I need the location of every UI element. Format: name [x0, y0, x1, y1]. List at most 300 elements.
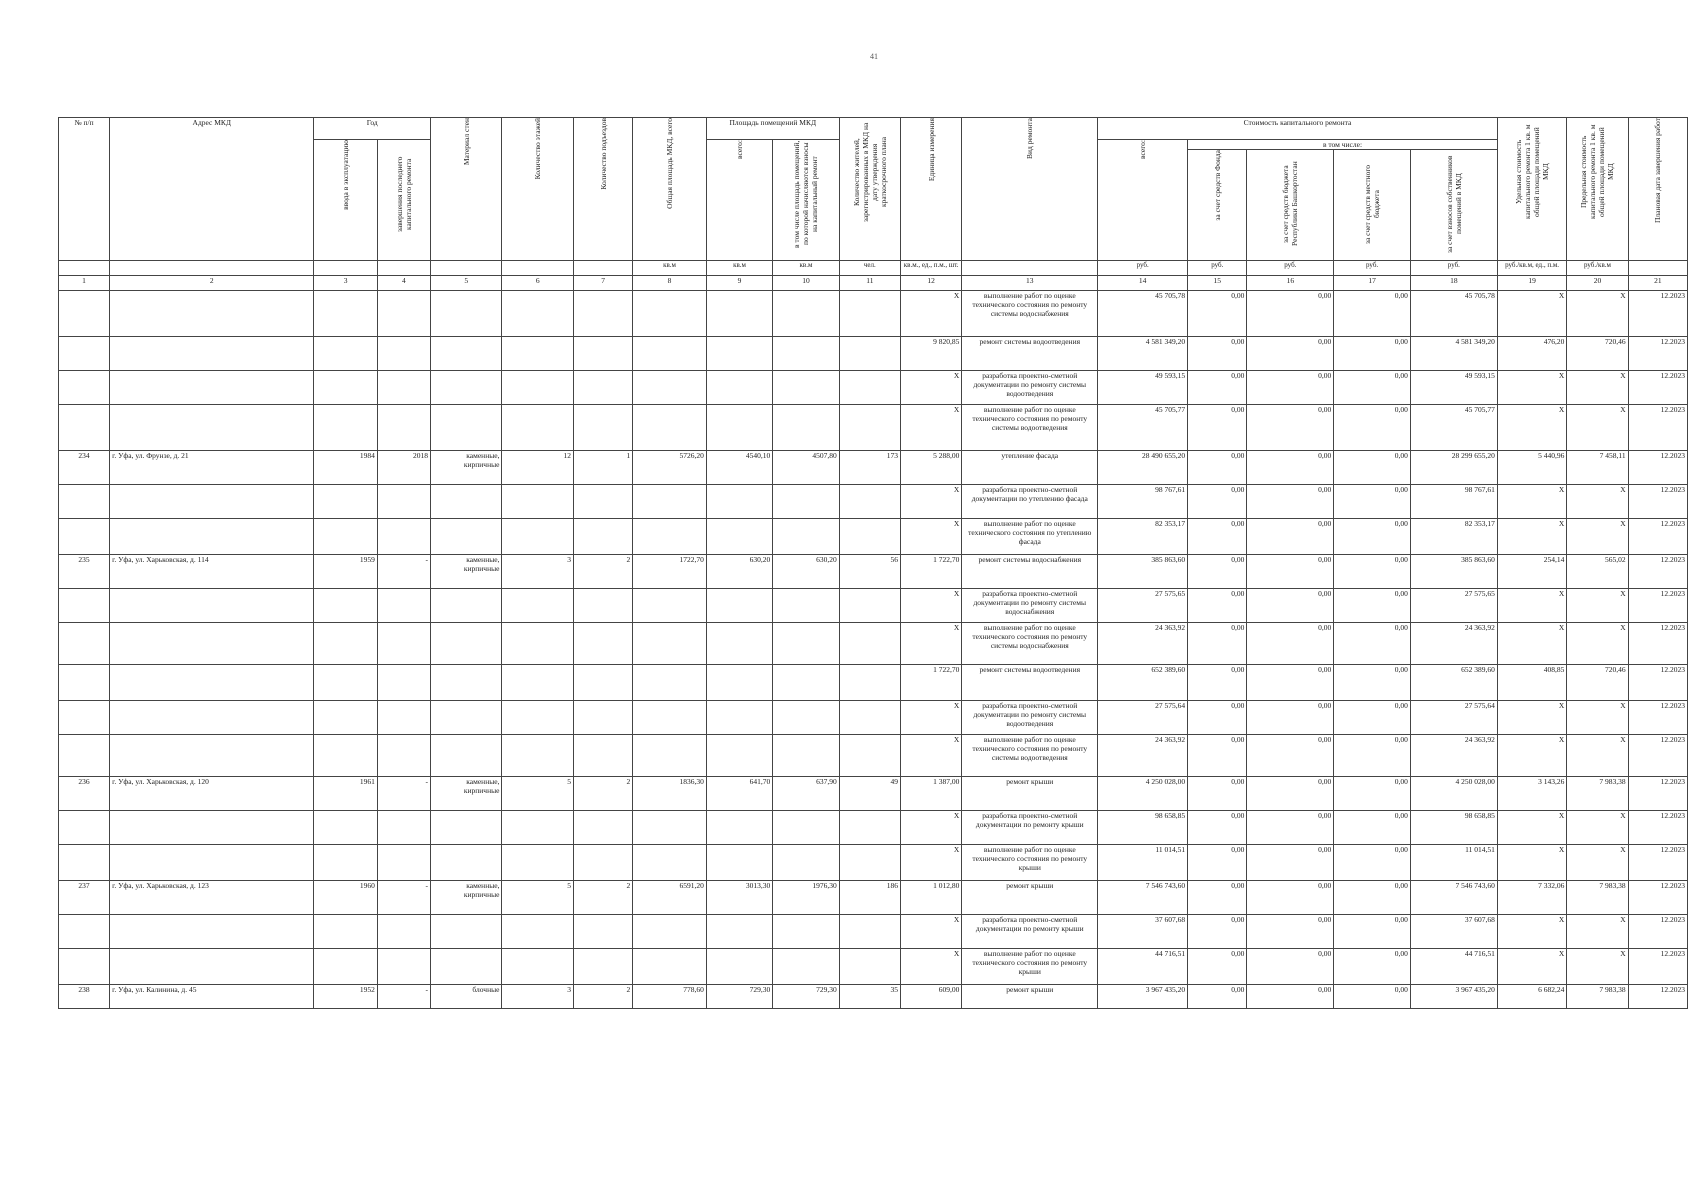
measure-value-cell: 1 722,70 [901, 555, 962, 589]
unit-cost-cell: 3 143,26 [1497, 777, 1566, 811]
cost-local-cell: 0,00 [1334, 845, 1411, 881]
unit-cell [430, 261, 502, 276]
cost-owners-cell: 37 607,68 [1410, 915, 1497, 949]
unit-cell [962, 261, 1098, 276]
floors-cell [502, 291, 574, 337]
year-commission-cell [314, 735, 377, 777]
cost-local-cell: 0,00 [1334, 405, 1411, 451]
address-cell [110, 485, 314, 519]
header-address: Адрес МКД [110, 118, 314, 261]
max-cost-cell: X [1567, 485, 1628, 519]
unit-cost-cell: X [1497, 371, 1566, 405]
residents-cell: 56 [839, 555, 900, 589]
column-number: 13 [962, 276, 1098, 291]
wall-material-cell [430, 337, 502, 371]
residents-cell [839, 623, 900, 665]
residents-cell [839, 811, 900, 845]
residents-cell: 35 [839, 985, 900, 1009]
header-cost-group: Стоимость капитального ремонта [1098, 118, 1498, 140]
area-total-cell [706, 735, 772, 777]
cost-republic-cell: 0,00 [1247, 811, 1334, 845]
area-total-cell [706, 623, 772, 665]
max-cost-cell: X [1567, 735, 1628, 777]
unit-cost-cell: X [1497, 485, 1566, 519]
area-contrib-cell: 4507,80 [773, 451, 839, 485]
year-last-repair-cell [377, 405, 430, 451]
unit-cell: кв.м [773, 261, 839, 276]
area-total-cell [706, 701, 772, 735]
floors-cell [502, 485, 574, 519]
entrances-cell [574, 291, 633, 337]
entrances-cell: 2 [574, 777, 633, 811]
unit-cell [1628, 261, 1687, 276]
cost-fund-cell: 0,00 [1188, 519, 1247, 555]
cost-fund-cell: 0,00 [1188, 371, 1247, 405]
year-last-repair-cell [377, 371, 430, 405]
measure-value-cell: 9 820,85 [901, 337, 962, 371]
cost-local-cell: 0,00 [1334, 777, 1411, 811]
address-cell [110, 405, 314, 451]
header-year-last-repair: завершения последнего капитального ремонта [377, 140, 430, 261]
header-floors: Количество этажей [502, 118, 574, 261]
total-area-cell [633, 665, 707, 701]
repair-type-cell: разработка проектно-сметной документации по ремонту системы водоотведения [962, 701, 1098, 735]
max-cost-cell: X [1567, 519, 1628, 555]
cost-local-cell: 0,00 [1334, 555, 1411, 589]
max-cost-cell: 7 983,38 [1567, 985, 1628, 1009]
row-number-cell [59, 485, 110, 519]
address-cell [110, 291, 314, 337]
cost-local-cell: 0,00 [1334, 811, 1411, 845]
unit-cost-cell: X [1497, 623, 1566, 665]
max-cost-cell: 7 458,11 [1567, 451, 1628, 485]
unit-cell [574, 261, 633, 276]
cost-local-cell: 0,00 [1334, 623, 1411, 665]
row-number-cell: 235 [59, 555, 110, 589]
total-area-cell: 5726,20 [633, 451, 707, 485]
entrances-cell: 2 [574, 881, 633, 915]
area-contrib-cell [773, 845, 839, 881]
max-cost-cell: X [1567, 949, 1628, 985]
cost-total-cell: 49 593,15 [1098, 371, 1188, 405]
floors-cell: 5 [502, 881, 574, 915]
year-last-repair-cell: - [377, 985, 430, 1009]
header-area-contrib: в том числе площадь помещений, по которой начисляются взносы на капитальный ремонт [773, 140, 839, 261]
year-last-repair-cell [377, 291, 430, 337]
year-commission-cell: 1984 [314, 451, 377, 485]
measure-value-cell: 609,00 [901, 985, 962, 1009]
repair-type-cell: выполнение работ по оценке технического состояния по утеплению фасада [962, 519, 1098, 555]
entrances-cell [574, 845, 633, 881]
floors-cell [502, 337, 574, 371]
area-total-cell [706, 915, 772, 949]
year-commission-cell [314, 623, 377, 665]
total-area-cell [633, 811, 707, 845]
unit-cost-cell: X [1497, 915, 1566, 949]
cost-republic-cell: 0,00 [1247, 485, 1334, 519]
area-contrib-cell [773, 589, 839, 623]
plan-date-cell: 12.2023 [1628, 881, 1687, 915]
table-row [59, 371, 1688, 405]
address-cell: г. Уфа, ул. Калинина, д. 45 [110, 985, 314, 1009]
plan-date-cell: 12.2023 [1628, 485, 1687, 519]
plan-date-cell: 12.2023 [1628, 915, 1687, 949]
year-last-repair-cell [377, 845, 430, 881]
header-repair-type: Вид ремонта [962, 118, 1098, 261]
wall-material-cell [430, 291, 502, 337]
table-row [59, 485, 1688, 519]
measure-value-cell: X [901, 589, 962, 623]
year-commission-cell [314, 291, 377, 337]
column-number: 10 [773, 276, 839, 291]
max-cost-cell: X [1567, 589, 1628, 623]
wall-material-cell [430, 589, 502, 623]
table-row [59, 915, 1688, 949]
table-body [59, 291, 1688, 1009]
area-contrib-cell: 637,90 [773, 777, 839, 811]
residents-cell [839, 665, 900, 701]
address-cell [110, 337, 314, 371]
cost-republic-cell: 0,00 [1247, 881, 1334, 915]
total-area-cell [633, 405, 707, 451]
header-year-group: Год [314, 118, 430, 140]
header-total-area: Общая площадь МКД, всего [633, 118, 707, 261]
column-number: 3 [314, 276, 377, 291]
cost-total-cell: 7 546 743,60 [1098, 881, 1188, 915]
floors-cell: 5 [502, 777, 574, 811]
floors-cell: 3 [502, 555, 574, 589]
repair-plan-table [58, 117, 1688, 1009]
unit-cell: кв.м [706, 261, 772, 276]
cost-owners-cell: 7 546 743,60 [1410, 881, 1497, 915]
year-last-repair-cell [377, 701, 430, 735]
cost-fund-cell: 0,00 [1188, 949, 1247, 985]
repair-type-cell: ремонт крыши [962, 777, 1098, 811]
unit-cell [59, 261, 110, 276]
table-row [59, 555, 1688, 589]
column-number: 16 [1247, 276, 1334, 291]
cost-owners-cell: 3 967 435,20 [1410, 985, 1497, 1009]
max-cost-cell: X [1567, 623, 1628, 665]
area-total-cell [706, 519, 772, 555]
cost-owners-cell: 45 705,78 [1410, 291, 1497, 337]
entrances-cell: 2 [574, 555, 633, 589]
repair-type-cell: ремонт системы водоснабжения [962, 555, 1098, 589]
header-year-commission: ввода в эксплуатацию [314, 140, 377, 261]
floors-cell [502, 949, 574, 985]
column-number: 4 [377, 276, 430, 291]
area-contrib-cell [773, 915, 839, 949]
address-cell [110, 845, 314, 881]
measure-value-cell: X [901, 623, 962, 665]
table-row [59, 337, 1688, 371]
area-total-cell [706, 845, 772, 881]
table-row [59, 701, 1688, 735]
cost-total-cell: 98 658,85 [1098, 811, 1188, 845]
cost-local-cell: 0,00 [1334, 949, 1411, 985]
area-total-cell [706, 589, 772, 623]
wall-material-cell [430, 519, 502, 555]
entrances-cell [574, 949, 633, 985]
measure-value-cell: X [901, 915, 962, 949]
measure-value-cell: 5 288,00 [901, 451, 962, 485]
header-entrances: Количество подъездов [574, 118, 633, 261]
cost-owners-cell: 652 389,60 [1410, 665, 1497, 701]
plan-date-cell: 12.2023 [1628, 371, 1687, 405]
measure-value-cell: 1 387,00 [901, 777, 962, 811]
cost-total-cell: 385 863,60 [1098, 555, 1188, 589]
max-cost-cell: 7 983,38 [1567, 777, 1628, 811]
cost-fund-cell: 0,00 [1188, 735, 1247, 777]
entrances-cell [574, 811, 633, 845]
entrances-cell [574, 915, 633, 949]
address-cell [110, 519, 314, 555]
row-number-cell: 238 [59, 985, 110, 1009]
total-area-cell [633, 735, 707, 777]
wall-material-cell [430, 665, 502, 701]
area-total-cell [706, 665, 772, 701]
header-cost-incl: в том числе: [1188, 140, 1498, 150]
repair-type-cell: утепление фасада [962, 451, 1098, 485]
cost-total-cell: 4 250 028,00 [1098, 777, 1188, 811]
column-number: 18 [1410, 276, 1497, 291]
unit-cell: руб. [1188, 261, 1247, 276]
unit-cell: кв.м [633, 261, 707, 276]
floors-cell [502, 371, 574, 405]
max-cost-cell: X [1567, 405, 1628, 451]
unit-cost-cell: 476,20 [1497, 337, 1566, 371]
table-row [59, 811, 1688, 845]
unit-cost-cell: X [1497, 291, 1566, 337]
cost-local-cell: 0,00 [1334, 485, 1411, 519]
wall-material-cell [430, 949, 502, 985]
max-cost-cell: X [1567, 371, 1628, 405]
cost-owners-cell: 27 575,64 [1410, 701, 1497, 735]
plan-date-cell: 12.2023 [1628, 589, 1687, 623]
area-total-cell [706, 949, 772, 985]
year-last-repair-cell: - [377, 881, 430, 915]
row-number-cell [59, 291, 110, 337]
floors-cell: 3 [502, 985, 574, 1009]
unit-cost-cell: X [1497, 811, 1566, 845]
header-residents: Количество жителей, зарегистрированных в МКД на дату утверждения краткосрочного плана [839, 118, 900, 261]
entrances-cell [574, 405, 633, 451]
cost-owners-cell: 28 299 655,20 [1410, 451, 1497, 485]
residents-cell: 173 [839, 451, 900, 485]
plan-date-cell: 12.2023 [1628, 985, 1687, 1009]
plan-date-cell: 12.2023 [1628, 519, 1687, 555]
cost-fund-cell: 0,00 [1188, 485, 1247, 519]
header-max-cost: Предельная стоимость капитального ремонта 1 кв. м общей площади помещений МКД [1567, 118, 1628, 261]
address-cell [110, 735, 314, 777]
wall-material-cell [430, 623, 502, 665]
area-contrib-cell [773, 701, 839, 735]
cost-fund-cell: 0,00 [1188, 985, 1247, 1009]
cost-owners-cell: 27 575,65 [1410, 589, 1497, 623]
residents-cell: 186 [839, 881, 900, 915]
row-number-cell [59, 589, 110, 623]
wall-material-cell: каменные, кирпичные [430, 881, 502, 915]
cost-fund-cell: 0,00 [1188, 291, 1247, 337]
repair-type-cell: ремонт системы водоотведения [962, 665, 1098, 701]
residents-cell [839, 519, 900, 555]
year-commission-cell [314, 665, 377, 701]
total-area-cell [633, 845, 707, 881]
cost-total-cell: 27 575,64 [1098, 701, 1188, 735]
year-commission-cell: 1959 [314, 555, 377, 589]
wall-material-cell [430, 485, 502, 519]
cost-local-cell: 0,00 [1334, 519, 1411, 555]
total-area-cell [633, 291, 707, 337]
repair-type-cell: разработка проектно-сметной документации по ремонту крыши [962, 811, 1098, 845]
floors-cell [502, 845, 574, 881]
table-row [59, 985, 1688, 1009]
area-total-cell [706, 485, 772, 519]
row-number-cell [59, 735, 110, 777]
plan-date-cell: 12.2023 [1628, 701, 1687, 735]
header-area-total: всего: [706, 140, 772, 261]
max-cost-cell: 565,02 [1567, 555, 1628, 589]
cost-total-cell: 82 353,17 [1098, 519, 1188, 555]
plan-date-cell: 12.2023 [1628, 949, 1687, 985]
repair-type-cell: разработка проектно-сметной документации по ремонту системы водоотведения [962, 371, 1098, 405]
cost-fund-cell: 0,00 [1188, 777, 1247, 811]
unit-cost-cell: 408,85 [1497, 665, 1566, 701]
residents-cell [839, 845, 900, 881]
wall-material-cell: каменные, кирпичные [430, 451, 502, 485]
row-number-cell [59, 337, 110, 371]
floors-cell [502, 405, 574, 451]
measure-value-cell: X [901, 405, 962, 451]
year-commission-cell [314, 337, 377, 371]
column-number: 9 [706, 276, 772, 291]
unit-cell: чел. [839, 261, 900, 276]
area-total-cell [706, 337, 772, 371]
row-number-cell [59, 519, 110, 555]
area-contrib-cell [773, 623, 839, 665]
total-area-cell [633, 949, 707, 985]
wall-material-cell [430, 811, 502, 845]
unit-cell: руб./кв.м, ед., п.м. [1497, 261, 1566, 276]
year-commission-cell [314, 485, 377, 519]
cost-republic-cell: 0,00 [1247, 291, 1334, 337]
max-cost-cell: X [1567, 915, 1628, 949]
area-contrib-cell [773, 371, 839, 405]
cost-republic-cell: 0,00 [1247, 371, 1334, 405]
area-total-cell: 630,20 [706, 555, 772, 589]
cost-republic-cell: 0,00 [1247, 777, 1334, 811]
column-number: 15 [1188, 276, 1247, 291]
wall-material-cell [430, 915, 502, 949]
entrances-cell [574, 519, 633, 555]
floors-cell [502, 623, 574, 665]
measure-value-cell: X [901, 845, 962, 881]
cost-local-cell: 0,00 [1334, 881, 1411, 915]
entrances-cell [574, 371, 633, 405]
unit-cost-cell: 5 440,96 [1497, 451, 1566, 485]
cost-republic-cell: 0,00 [1247, 665, 1334, 701]
year-commission-cell [314, 371, 377, 405]
floors-cell [502, 735, 574, 777]
plan-date-cell: 12.2023 [1628, 845, 1687, 881]
column-number: 14 [1098, 276, 1188, 291]
measure-value-cell: X [901, 519, 962, 555]
year-last-repair-cell [377, 915, 430, 949]
cost-fund-cell: 0,00 [1188, 915, 1247, 949]
residents-cell [839, 915, 900, 949]
measure-value-cell: X [901, 735, 962, 777]
plan-date-cell: 12.2023 [1628, 555, 1687, 589]
measure-value-cell: 1 012,80 [901, 881, 962, 915]
repair-type-cell: ремонт крыши [962, 881, 1098, 915]
wall-material-cell [430, 405, 502, 451]
unit-cell: руб. [1247, 261, 1334, 276]
column-number: 21 [1628, 276, 1687, 291]
header-wall-material: Материал стен [430, 118, 502, 261]
year-commission-cell [314, 701, 377, 735]
residents-cell [839, 371, 900, 405]
cost-republic-cell: 0,00 [1247, 623, 1334, 665]
wall-material-cell: каменные, кирпичные [430, 777, 502, 811]
repair-type-cell: ремонт крыши [962, 985, 1098, 1009]
table-row [59, 589, 1688, 623]
unit-cell [502, 261, 574, 276]
cost-republic-cell: 0,00 [1247, 735, 1334, 777]
total-area-cell [633, 337, 707, 371]
total-area-cell [633, 589, 707, 623]
table-row [59, 519, 1688, 555]
area-total-cell [706, 371, 772, 405]
row-number-cell [59, 811, 110, 845]
row-number-cell: 234 [59, 451, 110, 485]
unit-cost-cell: X [1497, 845, 1566, 881]
unit-cell: руб. [1410, 261, 1497, 276]
residents-cell [839, 485, 900, 519]
repair-type-cell: выполнение работ по оценке технического состояния по ремонту крыши [962, 949, 1098, 985]
max-cost-cell: 720,46 [1567, 665, 1628, 701]
repair-type-cell: ремонт системы водоотведения [962, 337, 1098, 371]
floors-cell [502, 589, 574, 623]
cost-owners-cell: 24 363,92 [1410, 735, 1497, 777]
address-cell [110, 949, 314, 985]
entrances-cell [574, 735, 633, 777]
cost-republic-cell: 0,00 [1247, 555, 1334, 589]
row-number-cell [59, 845, 110, 881]
measure-value-cell: X [901, 485, 962, 519]
cost-local-cell: 0,00 [1334, 291, 1411, 337]
cost-fund-cell: 0,00 [1188, 701, 1247, 735]
residents-cell [839, 949, 900, 985]
unit-cost-cell: 254,14 [1497, 555, 1566, 589]
header-measure-unit: Единица измерения [901, 118, 962, 261]
year-commission-cell [314, 811, 377, 845]
year-commission-cell [314, 405, 377, 451]
row-number-cell [59, 701, 110, 735]
year-last-repair-cell [377, 735, 430, 777]
residents-cell: 49 [839, 777, 900, 811]
plan-date-cell: 12.2023 [1628, 777, 1687, 811]
unit-cell: руб. [1098, 261, 1188, 276]
area-total-cell: 641,70 [706, 777, 772, 811]
entrances-cell: 2 [574, 985, 633, 1009]
cost-total-cell: 24 363,92 [1098, 623, 1188, 665]
cost-total-cell: 45 705,78 [1098, 291, 1188, 337]
repair-type-cell: выполнение работ по оценке технического состояния по ремонту системы водоснабжения [962, 291, 1098, 337]
unit-cell [110, 261, 314, 276]
header-cost-owners: за счет взносов собственников помещений в МКД [1410, 150, 1497, 261]
unit-cost-cell: X [1497, 735, 1566, 777]
wall-material-cell: каменные, кирпичные [430, 555, 502, 589]
